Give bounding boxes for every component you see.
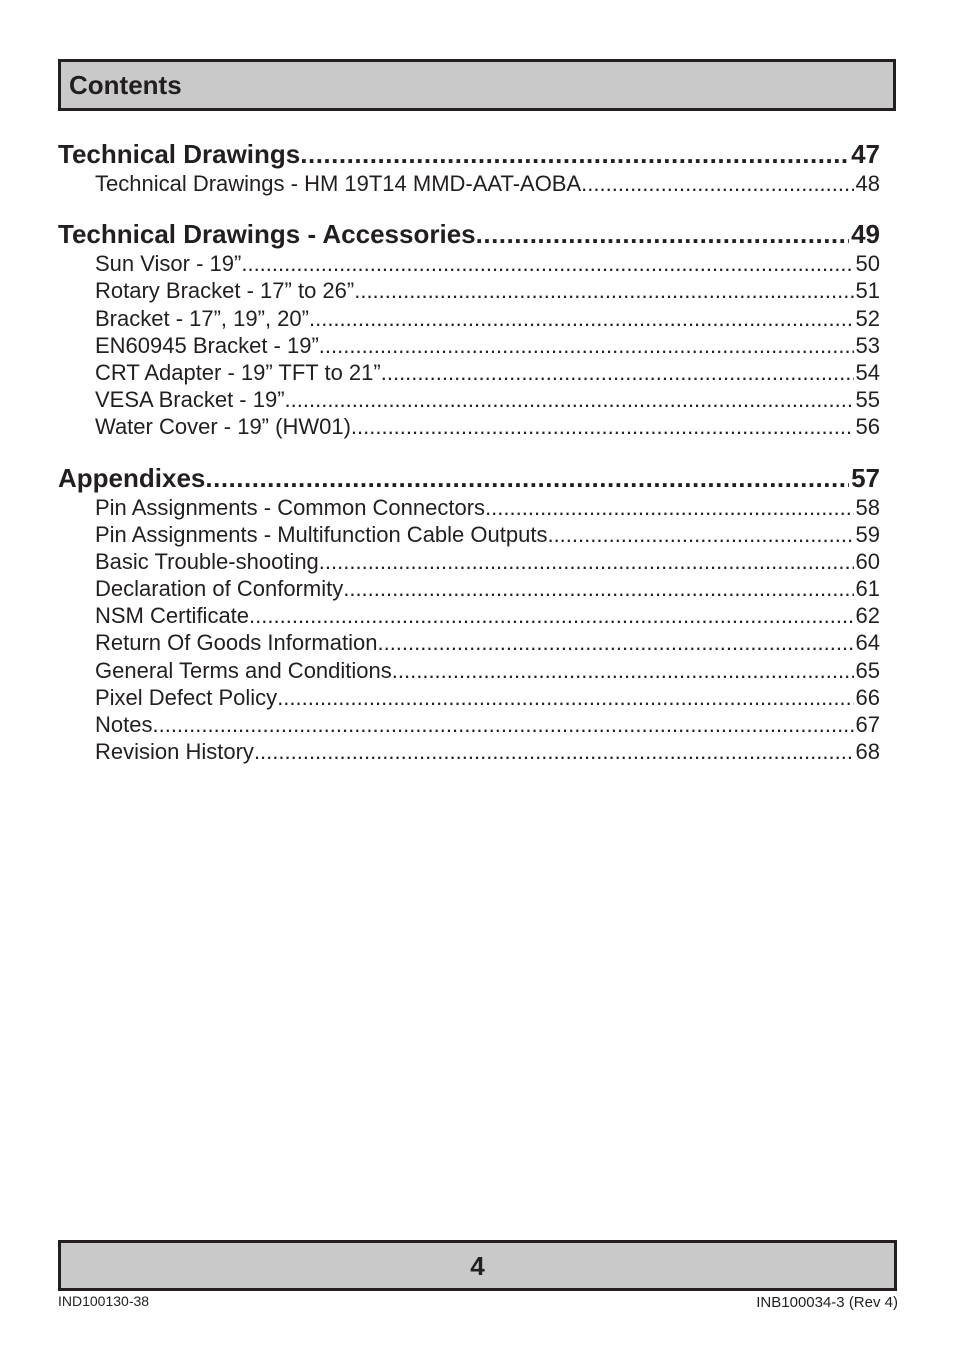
document-id-right: INB100034-3 (Rev 4) xyxy=(756,1294,898,1311)
toc-entry[interactable] xyxy=(58,359,880,386)
dot-leader xyxy=(277,684,853,711)
toc-entry[interactable] xyxy=(58,548,880,575)
dot-leader xyxy=(476,219,849,250)
toc-entry[interactable] xyxy=(58,386,880,413)
toc-section-appendixes xyxy=(58,463,880,766)
toc-section-title: Appendixes xyxy=(58,462,206,493)
toc-entry[interactable] xyxy=(58,684,880,711)
toc-page-number: 61 xyxy=(855,576,880,602)
toc-page-number: 65 xyxy=(855,657,880,683)
toc-entry-title: CRT Adapter - 19” TFT to 21” xyxy=(95,359,381,385)
toc-entry[interactable] xyxy=(58,602,880,629)
toc-page-number: 55 xyxy=(855,387,880,413)
toc-entry[interactable] xyxy=(58,250,880,277)
toc-entry[interactable] xyxy=(58,738,880,765)
toc-page-number: 62 xyxy=(855,603,880,629)
toc-entry-title: Pin Assignments - Common Connectors xyxy=(95,494,486,520)
toc-page-number: 51 xyxy=(855,278,880,304)
dot-leader xyxy=(547,521,853,548)
toc-entry-title: Basic Trouble-shooting xyxy=(95,548,319,574)
contents-header xyxy=(58,59,896,111)
dot-leader xyxy=(300,139,849,170)
toc-page-number: 58 xyxy=(855,494,880,520)
toc-page-number: 57 xyxy=(851,462,880,493)
toc-entry[interactable] xyxy=(58,711,880,738)
toc-page-number: 64 xyxy=(855,630,880,656)
dot-leader xyxy=(381,359,854,386)
dot-leader xyxy=(354,277,853,304)
toc-entry-title: Return Of Goods Information xyxy=(95,630,378,656)
toc-page-number: 60 xyxy=(855,548,880,574)
toc-page-number: 49 xyxy=(851,219,880,250)
dot-leader xyxy=(351,413,854,440)
dot-leader xyxy=(241,250,853,277)
toc-page-number: 54 xyxy=(855,359,880,385)
toc-section-entry[interactable] xyxy=(58,219,880,250)
toc-entry[interactable] xyxy=(58,521,880,548)
dot-leader xyxy=(309,305,854,332)
toc-entry[interactable] xyxy=(58,413,880,440)
page-number: 4 xyxy=(470,1251,485,1281)
toc-section-technical-drawings xyxy=(58,139,880,197)
toc-page-number: 50 xyxy=(855,251,880,277)
dot-leader xyxy=(152,711,853,738)
page-title: Contents xyxy=(69,70,182,100)
dot-leader xyxy=(319,548,854,575)
toc-section-entry[interactable] xyxy=(58,463,880,494)
toc-page-number: 53 xyxy=(855,332,880,358)
toc-section-accessories xyxy=(58,219,880,440)
toc-entry[interactable] xyxy=(58,332,880,359)
toc-page-number: 59 xyxy=(855,521,880,547)
toc-page-number: 67 xyxy=(855,712,880,737)
dot-leader xyxy=(205,463,849,494)
dot-leader xyxy=(343,575,853,602)
toc-entry-title: Declaration of Conformity xyxy=(95,576,344,602)
toc-page-number: 66 xyxy=(855,684,880,710)
toc-page-number: 52 xyxy=(855,305,880,331)
table-of-contents xyxy=(58,139,880,787)
toc-entry-title: General Terms and Conditions xyxy=(95,657,392,683)
toc-section-title: Technical Drawings - Accessories xyxy=(58,219,476,250)
dot-leader xyxy=(485,494,853,521)
dot-leader xyxy=(249,602,853,629)
toc-entry[interactable] xyxy=(58,170,880,197)
toc-page-number: 47 xyxy=(851,139,880,169)
toc-entry-title: Bracket - 17”, 19”, 20” xyxy=(95,305,309,331)
toc-entry-title: Rotary Bracket - 17” to 26” xyxy=(95,278,355,304)
toc-page-number: 56 xyxy=(855,414,880,440)
dot-leader xyxy=(392,657,854,684)
page-footer-bar xyxy=(58,1240,897,1291)
toc-entry-title: Revision History xyxy=(95,739,254,765)
toc-section-title: Technical Drawings xyxy=(58,139,301,169)
toc-section-entry[interactable] xyxy=(58,139,880,170)
toc-entry-title: NSM Certificate xyxy=(95,603,250,629)
toc-entry[interactable] xyxy=(58,305,880,332)
toc-page-number: 48 xyxy=(855,171,880,196)
toc-entry[interactable] xyxy=(58,494,880,521)
toc-entry[interactable] xyxy=(58,277,880,304)
document-id-left: IND100130-38 xyxy=(58,1293,150,1309)
toc-entry-title: Technical Drawings - HM 19T14 MMD-AAT-AOBA xyxy=(95,171,582,196)
toc-entry[interactable] xyxy=(58,575,880,602)
dot-leader xyxy=(319,332,854,359)
toc-entry[interactable] xyxy=(58,629,880,656)
toc-entry-title: Pixel Defect Policy xyxy=(95,684,278,710)
dot-leader xyxy=(581,170,853,197)
dot-leader xyxy=(254,738,854,765)
toc-entry-title: VESA Bracket - 19” xyxy=(95,387,285,413)
dot-leader xyxy=(377,629,853,656)
toc-entry-title: Notes xyxy=(95,712,153,737)
toc-entry[interactable] xyxy=(58,657,880,684)
toc-entry-title: Pin Assignments - Multifunction Cable Outputs xyxy=(95,521,548,547)
toc-entry-title: Water Cover - 19” (HW01) xyxy=(95,414,351,440)
toc-entry-title: EN60945 Bracket - 19” xyxy=(95,332,319,358)
toc-entry-title: Sun Visor - 19” xyxy=(95,251,242,277)
dot-leader xyxy=(285,386,854,413)
toc-page-number: 68 xyxy=(855,739,880,765)
